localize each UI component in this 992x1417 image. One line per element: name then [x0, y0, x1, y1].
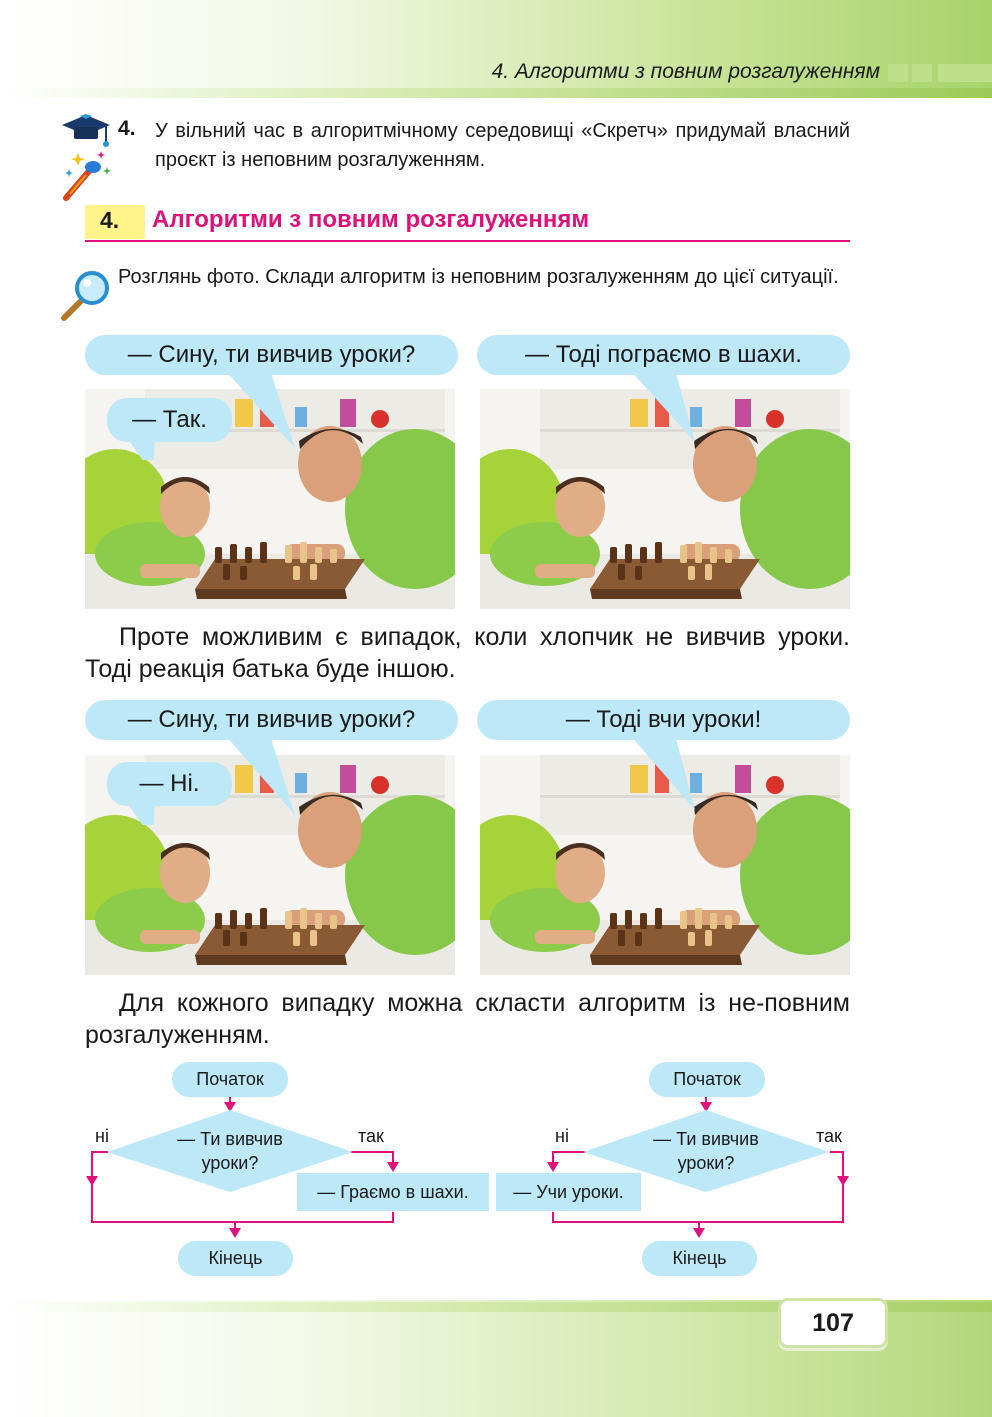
header-square	[912, 64, 932, 82]
flowchart-right-yes-label: так	[816, 1126, 842, 1146]
flowchart-left-start: Початок	[172, 1062, 288, 1097]
condition-line: уроки?	[201, 1153, 259, 1173]
speech-bubble-father-question: — Сину, ти вивчив уроки?	[85, 700, 458, 740]
magnifier-icon	[58, 268, 113, 323]
speech-bubble-son-answer: — Так.	[107, 398, 232, 442]
magic-wand-icon	[60, 150, 115, 205]
header-stripe	[0, 88, 992, 98]
flowchart-left-no-label: ні	[95, 1126, 109, 1146]
speech-bubble-father-reply: — Тоді вчи уроки!	[477, 700, 850, 740]
header-square	[888, 64, 908, 82]
condition-line: — Ти вивчив	[177, 1129, 283, 1149]
flowchart-left-yes-label: так	[358, 1126, 384, 1146]
speech-bubble-son-answer: — Ні.	[107, 762, 232, 806]
paragraph-1: Проте можливим є випадок, коли хлопчик не вивчив уроки. Тоді реакція батька буде іншою.	[85, 623, 850, 683]
running-title: 4. Алгоритми з повним розгалуженням	[491, 60, 880, 83]
flowchart-left-action: — Граємо в шахи.	[297, 1173, 489, 1211]
paragraph-2: Для кожного випадку можна скласти алгоритм із не-повним розгалуженням.	[85, 989, 850, 1049]
header-square	[938, 64, 992, 82]
speech-bubble-father-question: — Сину, ти вивчив уроки?	[85, 335, 458, 375]
flowchart-right-no-label: ні	[555, 1126, 569, 1146]
section-title: Алгоритми з повним розгалуженням	[152, 206, 590, 233]
task-number: 4.	[118, 117, 136, 140]
intro-text: Розглянь фото. Склади алгоритм із неповним розгалуженням до цієї ситуації.	[118, 266, 839, 288]
page-number: 107	[778, 1298, 888, 1348]
flowchart-right-action: — Учи уроки.	[496, 1173, 641, 1211]
task-text: У вільний час в алгоритмічному середовищі «Скретч» придумай власний проєкт із неповним розгалуженням.	[155, 120, 850, 171]
condition-line: уроки?	[677, 1153, 735, 1173]
flowchart-left-condition	[140, 1127, 320, 1175]
flowchart-right-condition	[616, 1127, 796, 1175]
flowchart-right-start: Початок	[649, 1062, 765, 1097]
section-number: 4.	[100, 207, 120, 233]
section-underline	[85, 240, 850, 242]
condition-line: — Ти вивчив	[653, 1129, 759, 1149]
speech-bubble-father-reply: — Тоді пограємо в шахи.	[477, 335, 850, 375]
flowchart-left-end: Кінець	[178, 1241, 293, 1276]
flowchart-right-end: Кінець	[642, 1241, 757, 1276]
